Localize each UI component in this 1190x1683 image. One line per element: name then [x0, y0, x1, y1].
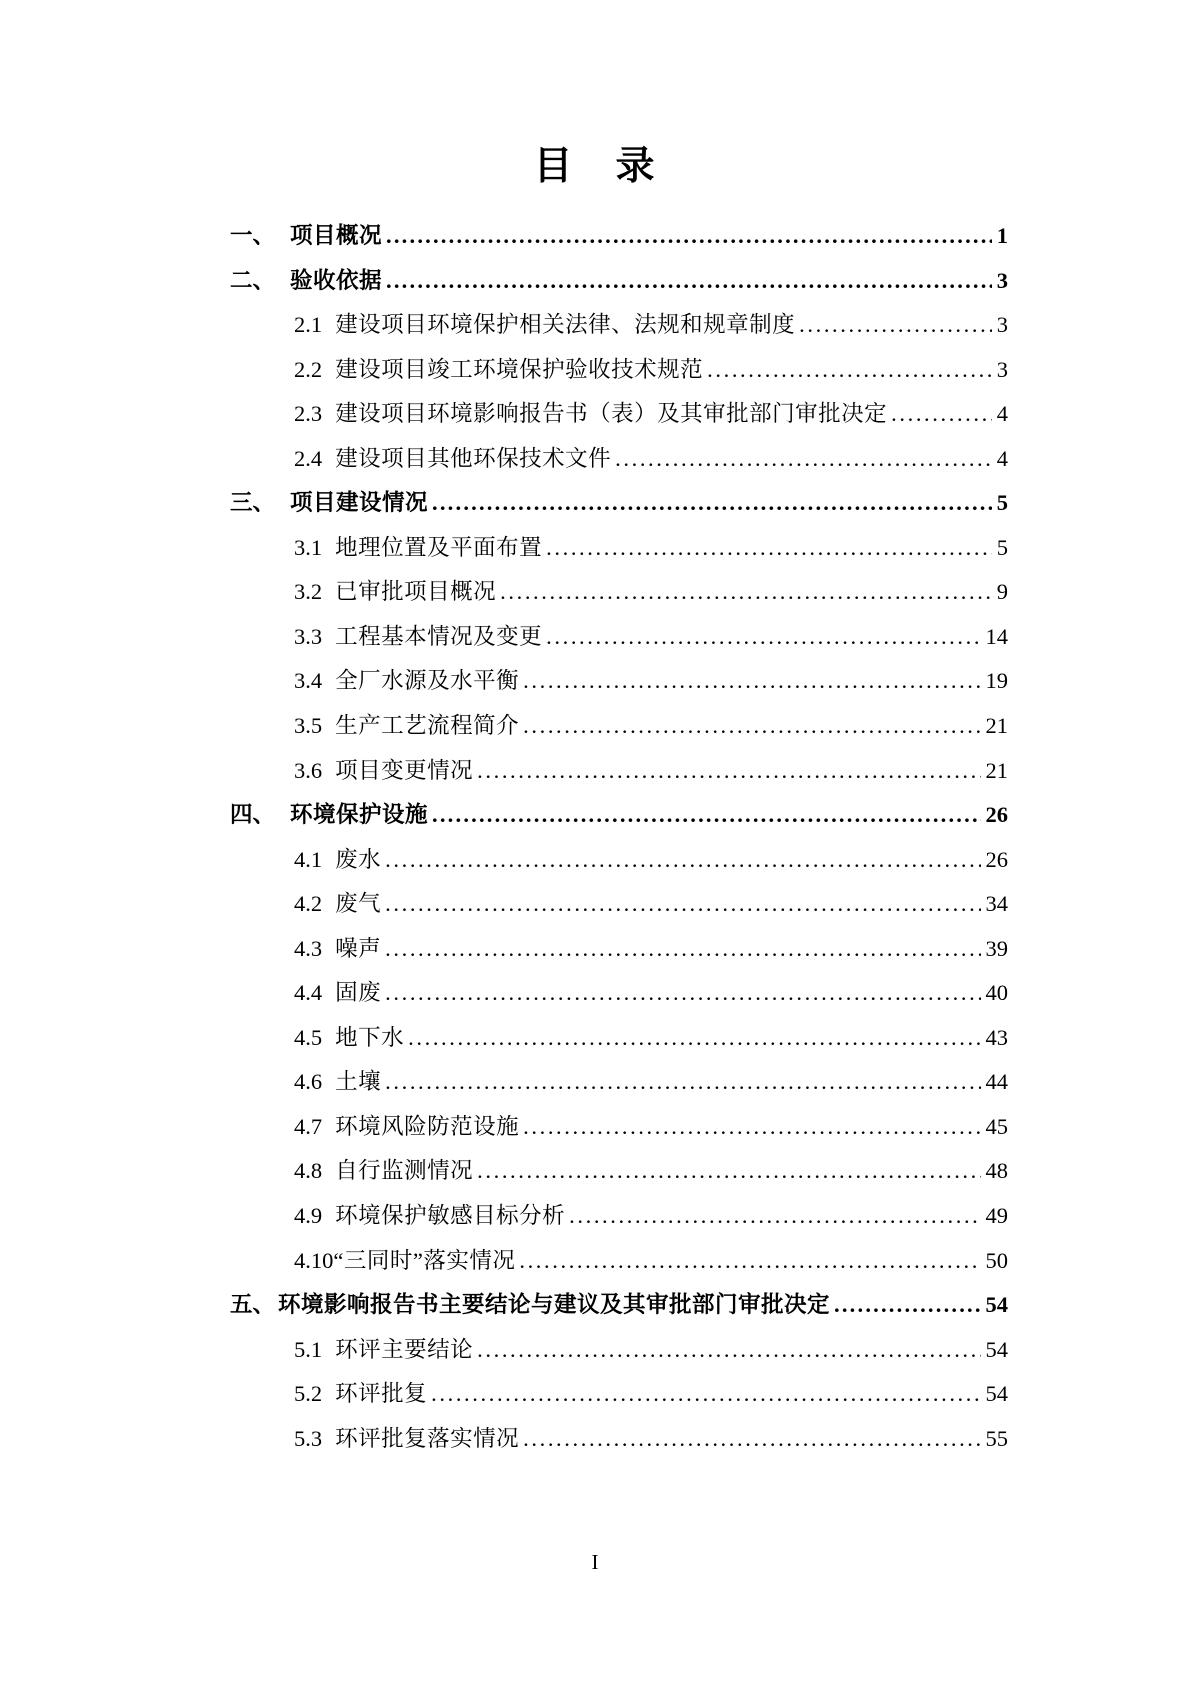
- dot-leader: [523, 1417, 980, 1462]
- toc-entry-title: 建设项目竣工环境保护验收技术规范: [335, 356, 704, 382]
- toc-entry[interactable]: [230, 971, 1008, 1016]
- toc-entry-page: 4: [996, 445, 1008, 471]
- toc-entry[interactable]: [230, 882, 1008, 927]
- dot-leader: [500, 570, 992, 615]
- toc-entry-title: 废水: [335, 846, 382, 872]
- toc-entry-number: 4.1: [294, 846, 323, 872]
- toc-entry-page: 55: [985, 1425, 1008, 1451]
- dot-leader: [477, 749, 980, 794]
- toc-entry-title: 已审批项目概况: [335, 579, 497, 605]
- toc-entry-number: 三、: [230, 490, 276, 516]
- toc-entry[interactable]: [230, 927, 1008, 972]
- dot-leader: [799, 303, 992, 348]
- dot-leader: [385, 1060, 980, 1105]
- toc-entry-page: 26: [985, 802, 1008, 828]
- dot-leader: [615, 437, 992, 482]
- toc-entry-title: 地理位置及平面布置: [335, 534, 543, 560]
- toc-entry-number: 4.2: [294, 891, 323, 917]
- dot-leader: [408, 1016, 980, 1061]
- toc-entry-page: 5: [996, 534, 1008, 560]
- toc-entry-title: 废气: [335, 891, 382, 917]
- dot-leader: [523, 659, 980, 704]
- toc-entry-page: 5: [996, 490, 1008, 516]
- toc-entry[interactable]: [230, 1060, 1008, 1105]
- toc-entry-title: 验收依据: [290, 267, 383, 293]
- toc-entry-title: “三同时”落实情况: [333, 1247, 516, 1273]
- toc-entry-title: 项目建设情况: [290, 490, 429, 516]
- toc-entry-title: 建设项目环境保护相关法律、法规和规章制度: [335, 312, 796, 338]
- toc-entry-number: 二、: [230, 267, 276, 293]
- toc-entry-title: 噪声: [335, 935, 382, 961]
- dot-leader: [386, 214, 992, 259]
- toc-entry[interactable]: [230, 526, 1008, 571]
- toc-entry-number: 5.3: [294, 1425, 323, 1451]
- toc-entry-page: 26: [985, 846, 1008, 872]
- toc-entry-page: 3: [996, 267, 1008, 293]
- toc-entry-page: 49: [985, 1203, 1008, 1229]
- toc-entry-number: 2.2: [294, 356, 323, 382]
- toc-entry-title: 固废: [335, 980, 382, 1006]
- toc-entry-title: 项目变更情况: [335, 757, 474, 783]
- dot-leader: [385, 971, 980, 1016]
- toc-entry-page: 54: [985, 1292, 1008, 1318]
- toc-entry-page: 21: [985, 757, 1008, 783]
- toc-entry-title: 建设项目其他环保技术文件: [335, 445, 612, 471]
- toc-entry-page: 40: [985, 980, 1008, 1006]
- toc-entry-page: 3: [996, 356, 1008, 382]
- dot-leader: [477, 1149, 980, 1194]
- toc-entry-title: 地下水: [335, 1024, 405, 1050]
- toc-entry-number: 4.6: [294, 1069, 323, 1095]
- toc-entry-number: 3.4: [294, 668, 323, 694]
- toc-entry[interactable]: [230, 659, 1008, 704]
- toc-entry-page: 54: [985, 1381, 1008, 1407]
- toc-entry-number: 4.7: [294, 1113, 323, 1139]
- toc-entry[interactable]: [230, 1417, 1008, 1462]
- toc-entry-title: 环境保护设施: [290, 802, 429, 828]
- toc-entry-title: 工程基本情况及变更: [335, 623, 543, 649]
- dot-leader: [707, 348, 992, 393]
- toc-entry-title: 项目概况: [290, 223, 383, 248]
- dot-leader: [385, 882, 980, 927]
- toc-entry-number: 4.8: [294, 1158, 323, 1184]
- toc-entry-page: 14: [985, 623, 1008, 649]
- toc-entry-number: 4.4: [294, 980, 323, 1006]
- toc-entry-title: 土壤: [335, 1069, 382, 1095]
- toc-entry-page: 39: [985, 935, 1008, 961]
- dot-leader: [385, 927, 980, 972]
- dot-leader: [431, 1372, 980, 1417]
- toc-entry-number: 五、: [230, 1292, 276, 1318]
- dot-leader: [546, 526, 992, 571]
- toc-entry-number: 4.9: [294, 1203, 323, 1229]
- toc-entry-page: 34: [985, 891, 1008, 917]
- toc-entry[interactable]: [230, 214, 1008, 259]
- toc-entry-number: 2.1: [294, 312, 323, 338]
- toc-entry[interactable]: [230, 348, 1008, 393]
- toc-entry[interactable]: [230, 838, 1008, 883]
- toc-entry[interactable]: [230, 1372, 1008, 1417]
- toc-entry-title: 生产工艺流程简介: [335, 713, 520, 739]
- dot-leader: [891, 392, 992, 437]
- toc-entry-page: 1: [996, 223, 1008, 248]
- dot-leader: [432, 481, 992, 526]
- toc-entry-number: 3.3: [294, 623, 323, 649]
- toc-entry[interactable]: [230, 1149, 1008, 1194]
- toc-entry-page: 3: [996, 312, 1008, 338]
- toc-entry-number: 3.6: [294, 757, 323, 783]
- toc-entry-page: 19: [985, 668, 1008, 694]
- toc-entry-page: 9: [996, 579, 1008, 605]
- page-title: 目 录: [533, 145, 657, 188]
- toc-entry-number: 4.5: [294, 1024, 323, 1050]
- dot-leader: [523, 1105, 980, 1150]
- dot-leader: [569, 1194, 980, 1239]
- toc-entry-title: 环境影响报告书主要结论与建议及其审批部门审批决定: [278, 1292, 831, 1318]
- toc-entry[interactable]: [230, 259, 1008, 304]
- toc-entry-number: 四、: [230, 802, 276, 828]
- dot-leader: [477, 1328, 980, 1373]
- toc-entry-page: 50: [985, 1247, 1008, 1273]
- table-of-contents: [230, 214, 1008, 1461]
- toc-entry[interactable]: [230, 437, 1008, 482]
- toc-entry[interactable]: [230, 1194, 1008, 1239]
- toc-entry[interactable]: [230, 1105, 1008, 1150]
- toc-entry-title: 环境风险防范设施: [335, 1113, 520, 1139]
- toc-entry-page: 54: [985, 1336, 1008, 1362]
- toc-entry-page: 4: [996, 401, 1008, 427]
- toc-entry-number: 3.1: [294, 534, 323, 560]
- toc-entry-number: 4.10: [294, 1247, 334, 1273]
- toc-entry[interactable]: [230, 793, 1008, 838]
- toc-entry-title: 全厂水源及水平衡: [335, 668, 520, 694]
- toc-entry-page: 45: [985, 1113, 1008, 1139]
- toc-entry-page: 21: [985, 713, 1008, 739]
- toc-entry-number: 5.1: [294, 1336, 323, 1362]
- toc-entry-title: 环评主要结论: [335, 1336, 474, 1362]
- toc-entry[interactable]: [230, 570, 1008, 615]
- dot-leader: [432, 793, 980, 838]
- dot-leader: [386, 259, 992, 304]
- toc-entry[interactable]: [230, 1016, 1008, 1061]
- dot-leader: [385, 838, 980, 883]
- toc-entry-page: 43: [985, 1024, 1008, 1050]
- toc-entry-number: 2.4: [294, 445, 323, 471]
- toc-entry[interactable]: [230, 615, 1008, 660]
- toc-entry-number: 5.2: [294, 1381, 323, 1407]
- toc-entry-title: 环评批复落实情况: [335, 1425, 520, 1451]
- toc-entry-title: 自行监测情况: [335, 1158, 474, 1184]
- dot-leader: [523, 704, 980, 749]
- toc-entry[interactable]: [230, 481, 1008, 526]
- toc-entry-number: 2.3: [294, 401, 323, 427]
- toc-entry-page: 44: [985, 1069, 1008, 1095]
- toc-entry-title: 建设项目环境影响报告书（表）及其审批部门审批决定: [335, 401, 888, 427]
- toc-entry-page: 48: [985, 1158, 1008, 1184]
- toc-entry-title: 环评批复: [335, 1381, 428, 1407]
- toc-entry-number: 一、: [230, 223, 276, 248]
- dot-leader: [546, 615, 980, 660]
- toc-entry[interactable]: [230, 1239, 1008, 1284]
- toc-entry-title: 环境保护敏感目标分析: [335, 1203, 566, 1229]
- toc-entry[interactable]: [230, 1328, 1008, 1373]
- toc-entry-number: 3.2: [294, 579, 323, 605]
- footer-page-number: I: [591, 1550, 599, 1574]
- toc-entry[interactable]: [230, 1283, 1008, 1328]
- toc-entry-number: 3.5: [294, 713, 323, 739]
- dot-leader: [519, 1239, 980, 1284]
- dot-leader: [834, 1283, 980, 1328]
- toc-entry[interactable]: [230, 749, 1008, 794]
- toc-entry-number: 4.3: [294, 935, 323, 961]
- toc-entry[interactable]: [230, 704, 1008, 749]
- toc-entry[interactable]: [230, 303, 1008, 348]
- toc-entry[interactable]: [230, 392, 1008, 437]
